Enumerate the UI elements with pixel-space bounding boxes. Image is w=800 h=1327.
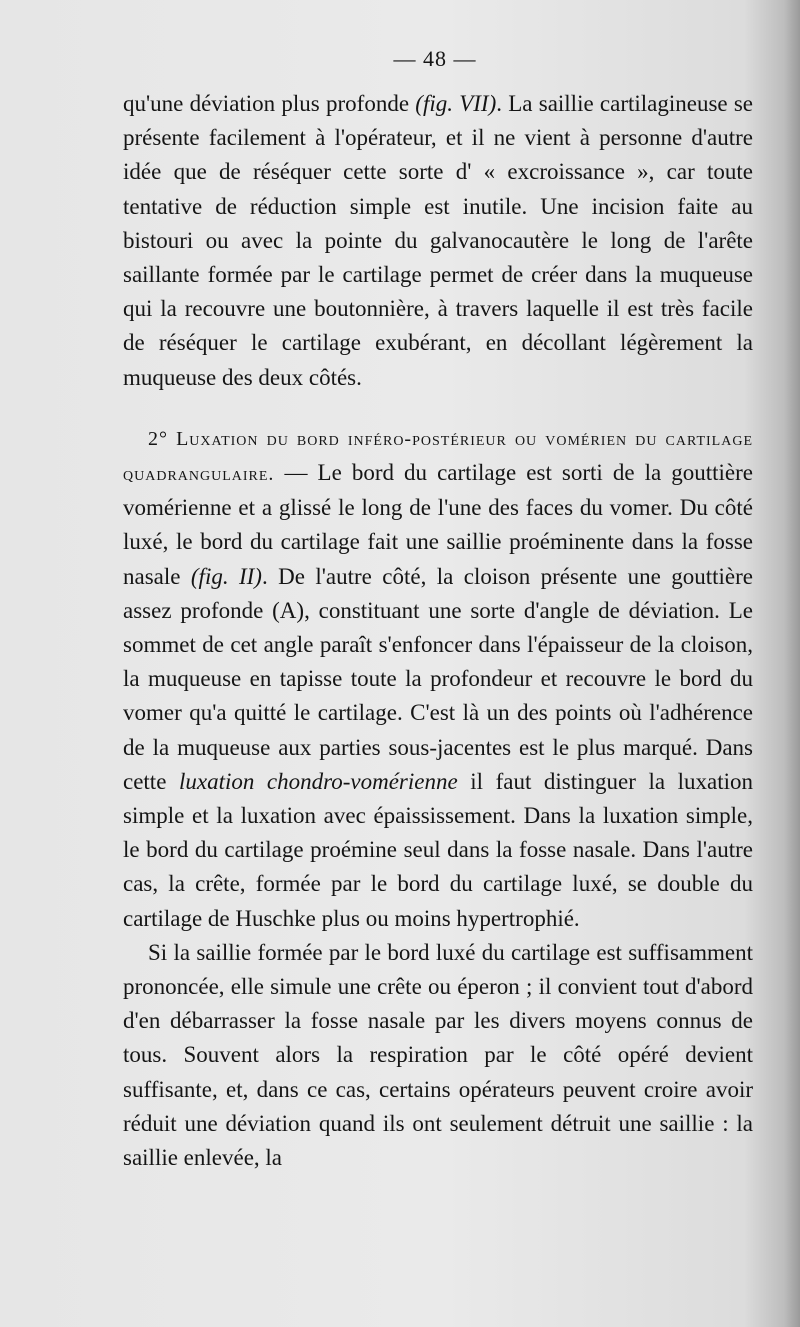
paragraph-1 (123, 87, 753, 395)
paragraph-2-text-end: il faut distinguer la luxation simple et la luxation avec épaississement. Dans la luxation simple, le bord du cartilage proémine seul dans la fosse nasale. Dans l'autre cas, la crête, formée par le bord du cartilage luxé, se double du cartilage de Huschke plus ou moins hypertrophié. (123, 768, 753, 931)
page-number: — 48 — (393, 46, 477, 71)
paragraph-1-text-start: qu'une déviation plus profonde (123, 91, 416, 116)
paragraph-3: Si la saillie formée par le bord luxé du cartilage est suffisamment prononcée, elle simule une crête ou éperon ; il convient tout d'abord d'en débarrasser la fosse nasale par les divers moyens connus de tous. Souvent alors la respiration par le côté opéré devient suffisante, et, dans ce cas, certains opérateurs peuvent croire avoir réduit une déviation quand ils ont seulement détruit une saillie : la saillie enlevée, la (123, 939, 753, 1171)
section-heading: 2° Luxation du bord inféro-postérieur ou vomérien du cartilage quadrangulaire. (123, 427, 753, 486)
paragraph-2-text-middle: . De l'autre côté, la cloison présente une gouttière assez profonde (A), constituant une sorte d'angle de déviation. Le sommet de cet angle paraît s'enfoncer dans l'épaisseur de la cloison, la muqueuse en tapisse toute la profondeur et recouvre le bord du vomer qu'a quitté le cartilage. C'est là un des points où l'adhérence de la muqueuse aux parties sous-jacentes est le plus marqué. Dans cette (123, 563, 754, 794)
figure-reference: (fig. VII) (415, 91, 497, 116)
paragraph-1-text-end: . La saillie cartilagineuse se présente facilement à l'opérateur, et il ne vient à personne d'autre idée que de réséquer cette sorte d' « excroissance », car toute tentative de réduction simple est inutile. Une incision faite au bistouri ou avec la pointe du galvanocautère le long de l'arête saillante formée par le cartilage permet de créer dans la muqueuse qui la recouvre une boutonnière, à travers laquelle il est très facile de réséquer le cartilage exubérant, en décollant légèrement la muqueuse des deux côtés. (123, 91, 754, 390)
paragraph-2 (123, 421, 753, 936)
body-text (123, 87, 753, 1175)
figure-reference: (fig. II) (190, 563, 262, 589)
paragraph-2-text-start: — Le bord du cartilage est sorti de la gouttière vomérienne et a glissé le long de l'une des faces du vomer. Du côté luxé, le bord du cartilage fait une saillie proéminente dans la fosse nasale (123, 460, 753, 589)
emphasized-term: luxation chondro-vomérienne (178, 768, 458, 794)
